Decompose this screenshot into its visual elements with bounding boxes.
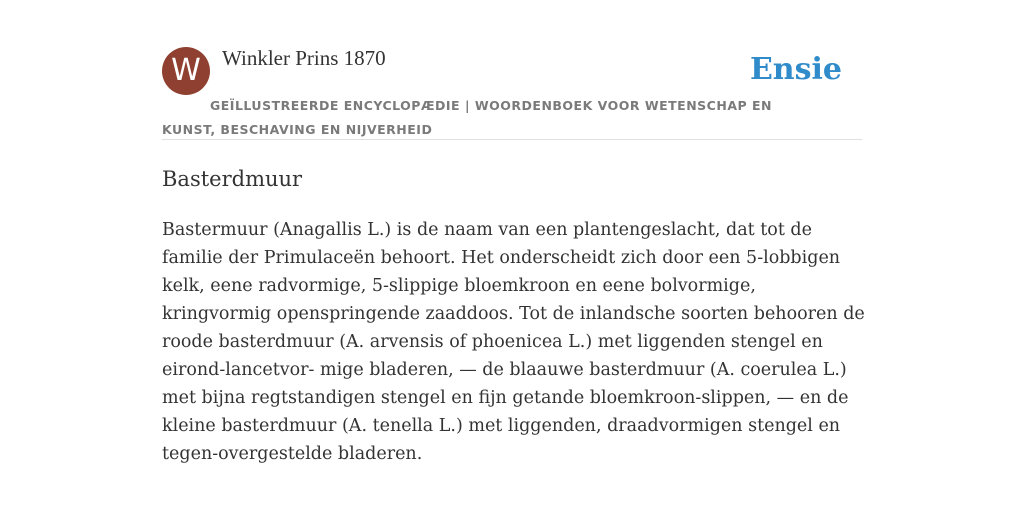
ensie-logo-link[interactable]: Ensie [749,52,842,87]
source-avatar[interactable]: W [162,47,210,95]
source-header [162,44,862,140]
entry-body: Bastermuur (Anagallis L.) is de naam van een plantengeslacht, dat tot de familie der Primulaceën behoort. Het onderscheidt zich door een 5-lobbigen kelk, eene radvormige, 5-slippige bloemkroon en eene bolvormige, kringvormig openspringende zaaddoos. Tot de inlandsche soorten behooren de roode basterdmuur (A. arvensis of phoenicea L.) met liggenden stengel en eirond-lancetvor- mige bladeren, — de blaauwe basterdmuur (A. coerulea L.) met bijna regtstandigen stengel en fijn getande bloemkroon-slippen, — en de kleine basterdmuur (A. tenella L.) met liggenden, draadvormigen stengel en tegen-overgestelde bladeren. [162,220,865,464]
source-subtitle: GEÏLLUSTREERDE ENCYCLOPÆDIE | WOORDENBOEK VOOR WETENSCHAP EN KUNST, BESCHAVING EN NIJVERHEID [162,98,773,137]
source-title-link[interactable]: Winkler Prins 1870 [222,46,386,70]
entry-title: Basterdmuur [162,167,303,191]
